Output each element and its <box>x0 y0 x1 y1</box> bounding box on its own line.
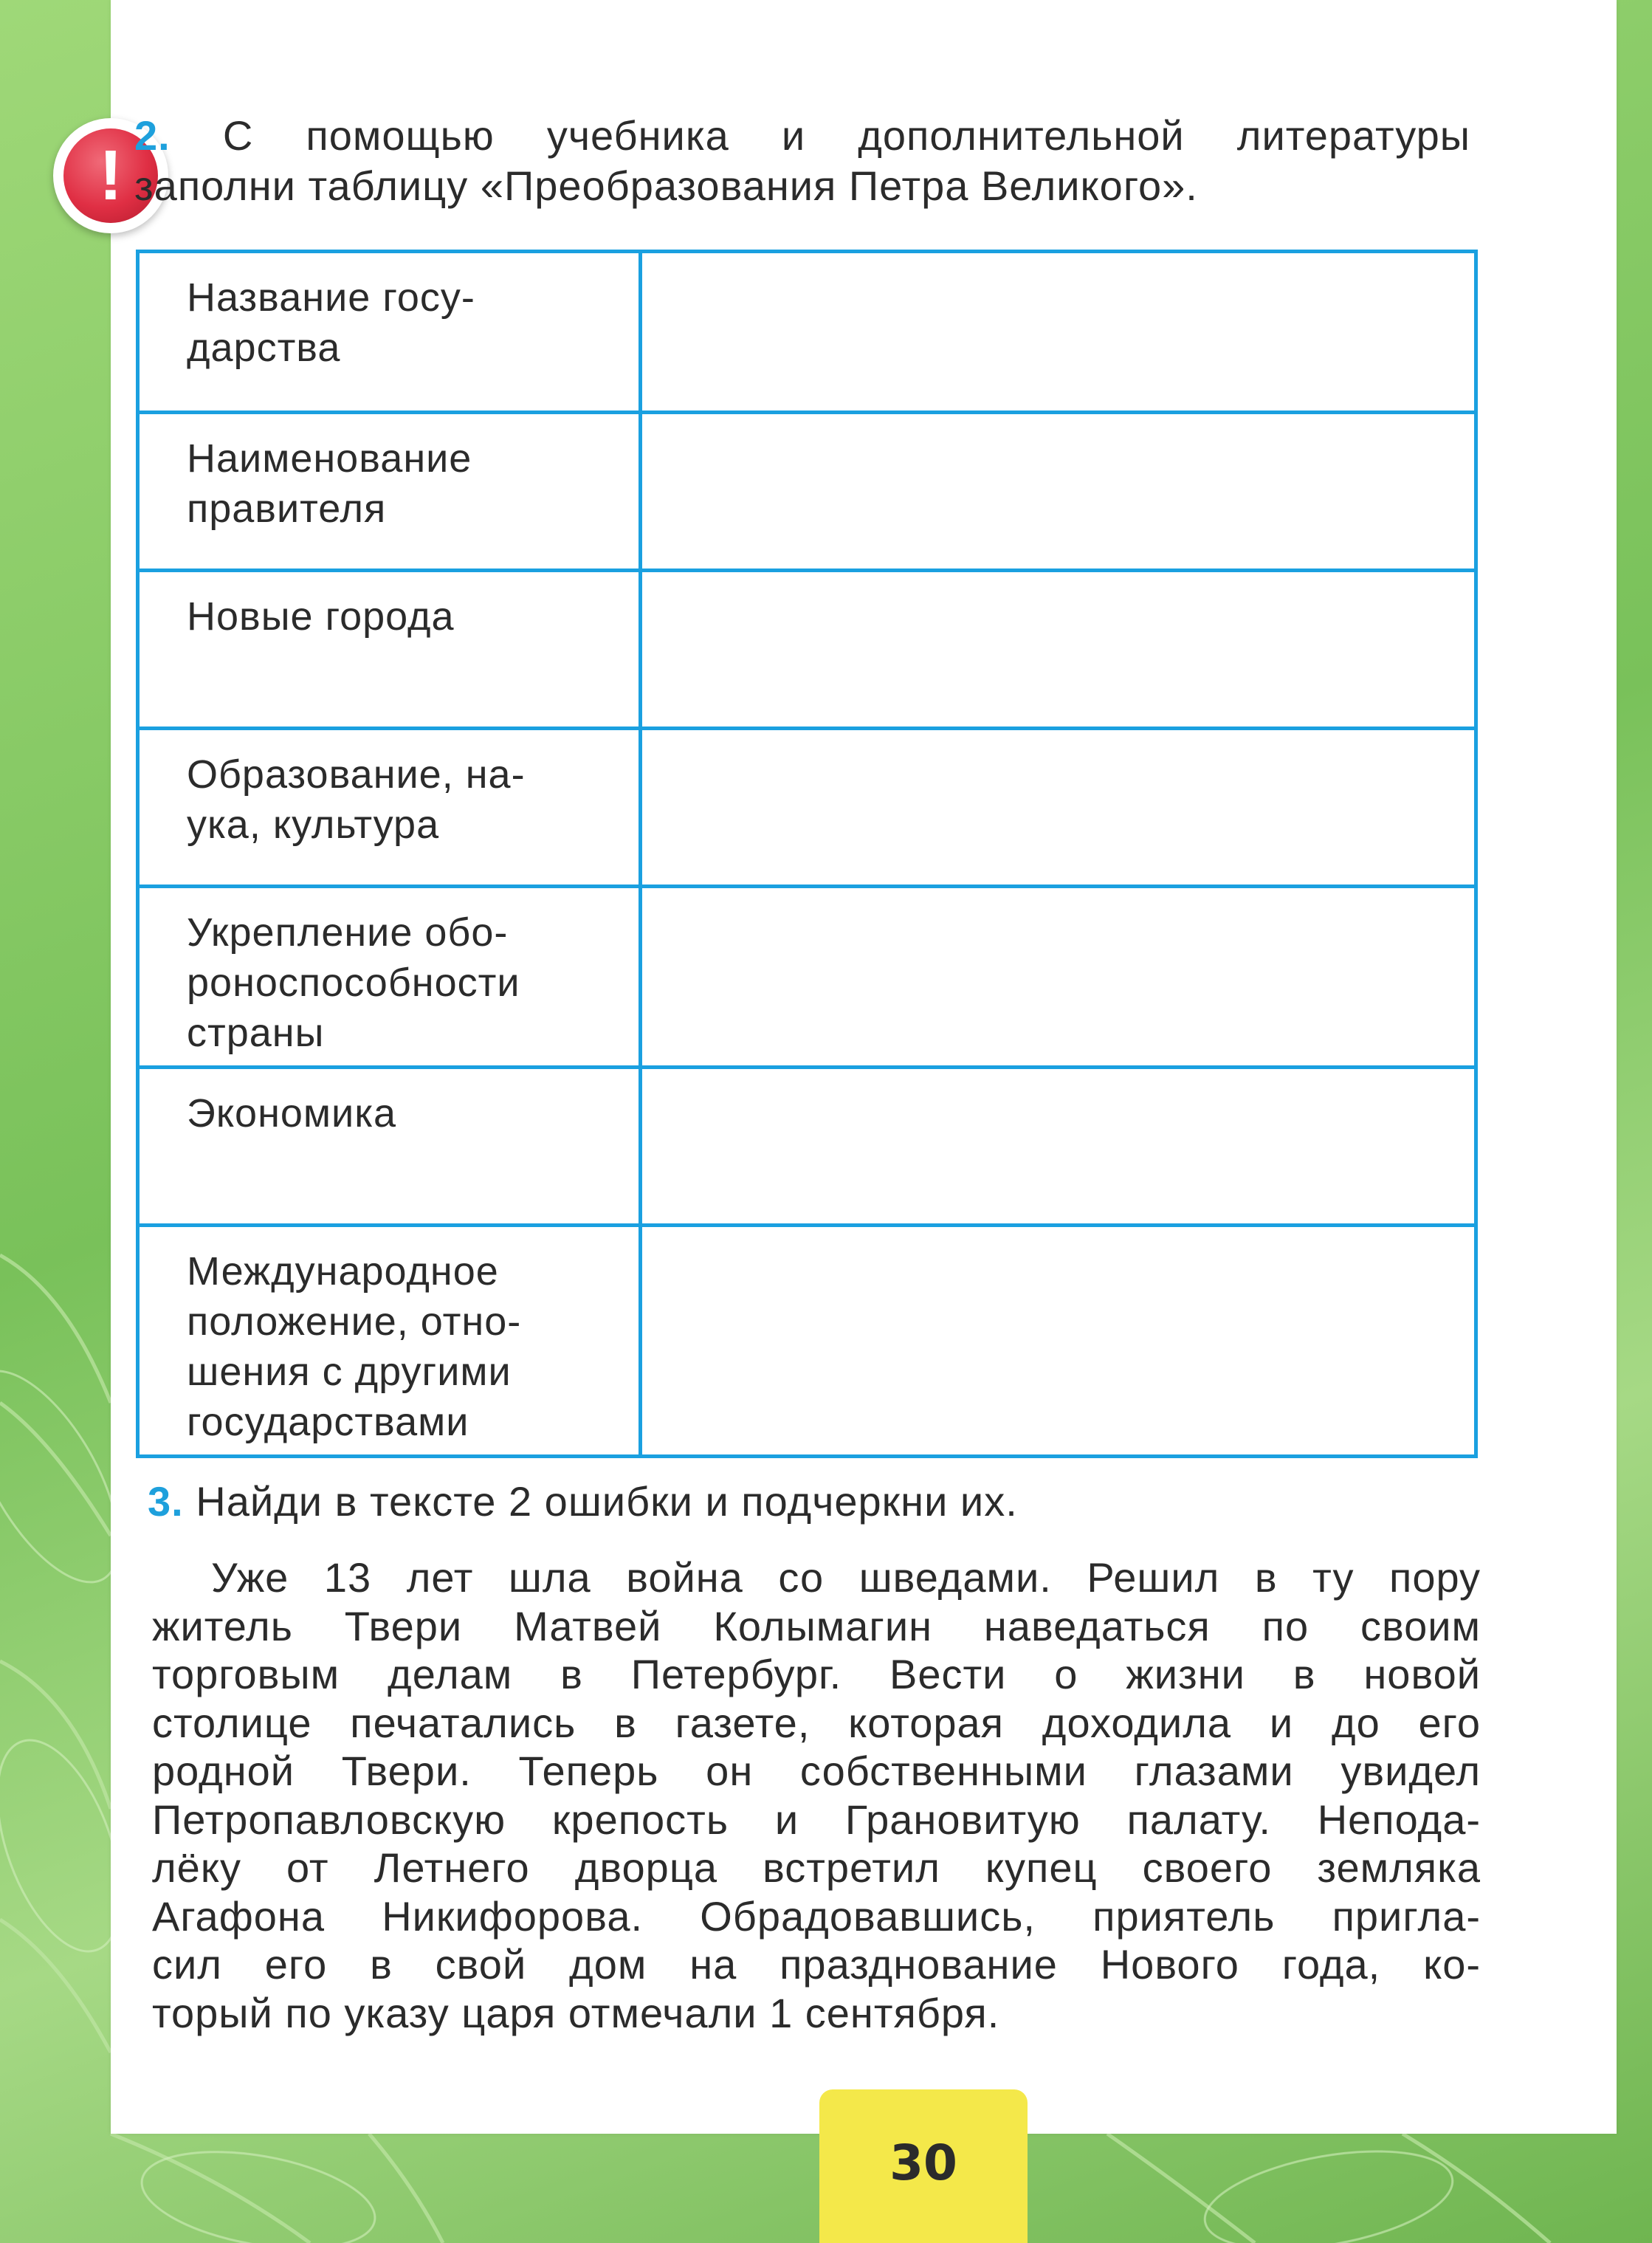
table-row <box>138 252 1476 413</box>
table-row-label: Наименование правителя <box>138 413 641 571</box>
answer-cell[interactable] <box>641 571 1476 729</box>
table-row <box>138 571 1476 729</box>
story-line: Петропавловскую крепость и Грановитую палату. Непода- <box>152 1796 1481 1843</box>
story-line: Агафона Никифорова. Обрадовавшись, приятель пригла- <box>152 1892 1481 1940</box>
answer-cell[interactable] <box>641 413 1476 571</box>
story-line: лёку от Летнего дворца встретил купец своего земляка <box>152 1844 1481 1891</box>
story-text[interactable] <box>152 1553 1481 2037</box>
table-row-label: Укрепление обо- роноспособности страны <box>138 887 641 1068</box>
task-3-instruction <box>148 1477 1476 1527</box>
story-line: Уже 13 лет шла война со шведами. Решил в ту пору <box>211 1554 1481 1601</box>
table-row-label: Новые города <box>138 571 641 729</box>
task-2-line: 2. С помощью учебника и дополнительной литературы <box>134 112 1470 159</box>
task-2-number: 2. <box>134 112 171 159</box>
story-line: родной Твери. Теперь он собственными глазами увидел <box>152 1748 1481 1794</box>
reforms-table <box>136 250 1478 1458</box>
table-row <box>138 1226 1476 1457</box>
page-number: 30 <box>889 2134 957 2191</box>
answer-cell[interactable] <box>641 729 1476 887</box>
story-line: житель Твери Матвей Колымагин наведаться по своим <box>152 1602 1481 1649</box>
story-line: торговым делам в Петербург. Вести о жизни в новой <box>152 1651 1481 1697</box>
story-line: торый по указу царя отмечали 1 сентября. <box>152 1989 1000 2036</box>
table-row-label: Международное положение, отно- шения с другими государствами <box>138 1226 641 1457</box>
answer-cell[interactable] <box>641 1226 1476 1457</box>
story-line: столице печатались в газете, которая доходила и до его <box>152 1699 1481 1746</box>
answer-cell[interactable] <box>641 1068 1476 1226</box>
story-line: сил его в свой дом на празднование Нового года, ко- <box>152 1941 1481 1988</box>
table-row <box>138 887 1476 1068</box>
table-row <box>138 1068 1476 1226</box>
answer-cell[interactable] <box>641 252 1476 413</box>
table-row-label: Экономика <box>138 1068 641 1226</box>
task-2-line: заполни таблицу «Преобразования Петра Великого». <box>134 162 1198 209</box>
table-row-label: Образование, на- ука, культура <box>138 729 641 887</box>
task-2-instruction <box>134 111 1470 211</box>
answer-cell[interactable] <box>641 887 1476 1068</box>
exclamation-icon: ! <box>99 136 123 215</box>
task-3-text: Найди в тексте 2 ошибки и подчеркни их. <box>196 1478 1018 1525</box>
table-row-label: Название госу- дарства <box>138 252 641 413</box>
table-row <box>138 413 1476 571</box>
task-3-number: 3. <box>148 1478 184 1525</box>
page-number-tab <box>819 2089 1028 2243</box>
table-row <box>138 729 1476 887</box>
